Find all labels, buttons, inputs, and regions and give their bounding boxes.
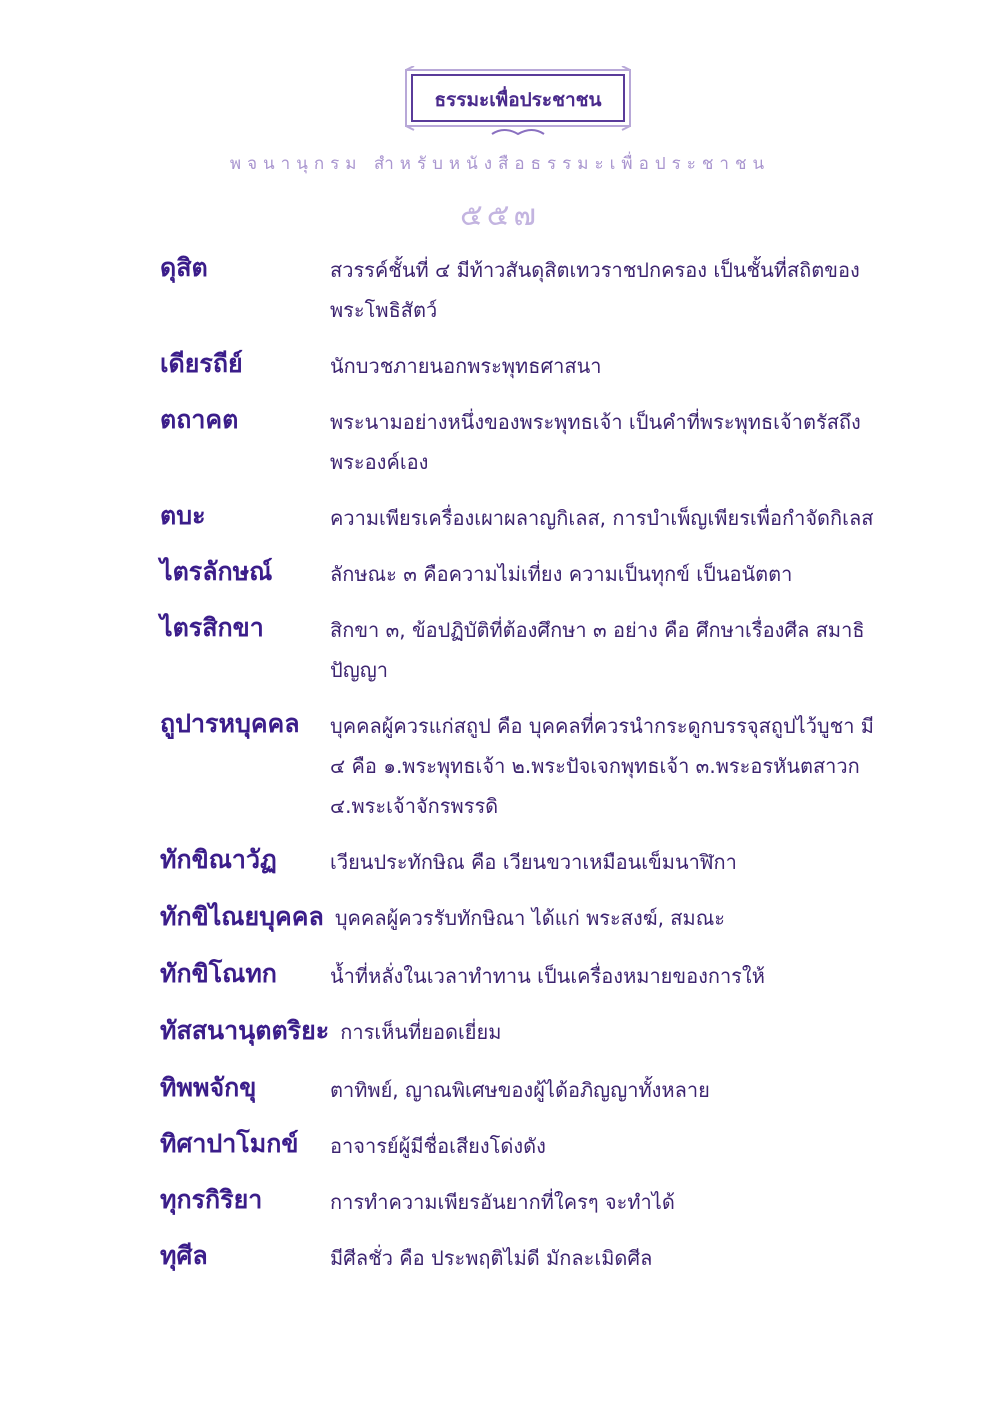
- entry-term: ตบะ: [160, 501, 206, 530]
- entry-term: ไตรลักษณ์: [160, 557, 273, 586]
- entry-term: ทัสสนานุตตริยะ: [160, 1016, 330, 1045]
- entry-definition: เวียนประทักษิณ คือ เวียนขวาเหมือนเข็มนาฬิกา: [330, 850, 737, 874]
- entry-definition: ความเพียรเครื่องเผาผลาญกิเลส, การบำเพ็ญเพียรเพื่อกำจัดกิเลส: [330, 506, 874, 530]
- logo-text: ธรรมะเพื่อประชาชน: [434, 89, 602, 111]
- page-number: ๕๕๗: [460, 198, 540, 233]
- entry-term: ถูปารหบุคคล: [160, 709, 300, 738]
- entry-definition: ลักษณะ ๓ คือความไม่เที่ยง ความเป็นทุกข์ เป็นอนัตตา: [330, 562, 793, 586]
- glossary-entry: [160, 610, 880, 690]
- entry-term: ตถาคต: [160, 405, 239, 434]
- entry-term: ทิพพจักขุ: [160, 1073, 257, 1102]
- entry-definition: สวรรค์ชั้นที่ ๔ มีท้าวสันดุสิตเทวราชปกครอง เป็นชั้นที่สถิตของพระโพธิสัตว์: [330, 258, 860, 322]
- glossary-entry: [160, 1012, 880, 1054]
- glossary-entry: [160, 898, 880, 940]
- glossary-entry: [160, 554, 880, 594]
- glossary-entry: [160, 956, 880, 996]
- entry-definition: บุคคลผู้ควรแก่สถูป คือ บุคคลที่ควรนำกระดูกบรรจุสถูปไว้บูชา มี ๔ คือ ๑.พระพุทธเจ้า ๒.พระปัจเจกพุทธเจ้า ๓.พระอรหันตสาวก ๔.พระเจ้าจักรพรรดิ: [330, 714, 874, 818]
- entry-definition: อาจารย์ผู้มีชื่อเสียงโด่งดัง: [330, 1134, 546, 1158]
- glossary-entry: [160, 1126, 880, 1166]
- entry-definition: นักบวชภายนอกพระพุทธศาสนา: [330, 354, 602, 378]
- glossary-list: [160, 250, 880, 1294]
- entry-definition: บุคคลผู้ควรรับทักษิณา ได้แก่ พระสงฆ์, สมณะ: [334, 906, 725, 930]
- entry-definition: สิกขา ๓, ข้อปฏิบัติที่ต้องศึกษา ๓ อย่าง คือ ศึกษาเรื่องศีล สมาธิ ปัญญา: [330, 618, 865, 682]
- glossary-entry: [160, 402, 880, 482]
- entry-definition: พระนามอย่างหนึ่งของพระพุทธเจ้า เป็นคำที่พระพุทธเจ้าตรัสถึงพระองค์เอง: [330, 410, 861, 474]
- dictionary-subtitle: พจนานุกรม สำหรับหนังสือธรรมะเพื่อประชาชน: [229, 154, 771, 174]
- entry-definition: น้ำที่หลั่งในเวลาทำทาน เป็นเครื่องหมายของการให้: [330, 964, 765, 988]
- glossary-entry: [160, 842, 880, 882]
- glossary-entry: [160, 706, 880, 826]
- glossary-entry: [160, 250, 880, 330]
- glossary-entry: [160, 498, 880, 538]
- entry-definition: การทำความเพียรอันยากที่ใครๆ จะทำได้: [330, 1190, 675, 1214]
- entry-definition: การเห็นที่ยอดเยี่ยม: [340, 1020, 502, 1044]
- book-logo: [404, 66, 632, 142]
- glossary-entry: [160, 1238, 880, 1278]
- entry-term: เดียรถีย์: [160, 349, 243, 378]
- entry-term: ทิศาปาโมกข์: [160, 1129, 299, 1158]
- entry-term: ไตรสิกขา: [160, 613, 264, 642]
- entry-term: ทักขิโณทก: [160, 959, 277, 988]
- glossary-entry: [160, 1070, 880, 1110]
- entry-definition: มีศีลชั่ว คือ ประพฤติไม่ดี มักละเมิดศีล: [330, 1246, 653, 1270]
- entry-term: ทักขิไณยบุคคล: [160, 902, 324, 931]
- entry-term: ดุสิต: [160, 253, 208, 282]
- entry-term: ทักขิณาวัฏ: [160, 845, 277, 874]
- glossary-entry: [160, 1182, 880, 1222]
- glossary-entry: [160, 346, 880, 386]
- entry-definition: ตาทิพย์, ญาณพิเศษของผู้ได้อภิญญาทั้งหลาย: [330, 1078, 710, 1102]
- entry-term: ทุศีล: [160, 1241, 208, 1270]
- entry-term: ทุกรกิริยา: [160, 1185, 263, 1214]
